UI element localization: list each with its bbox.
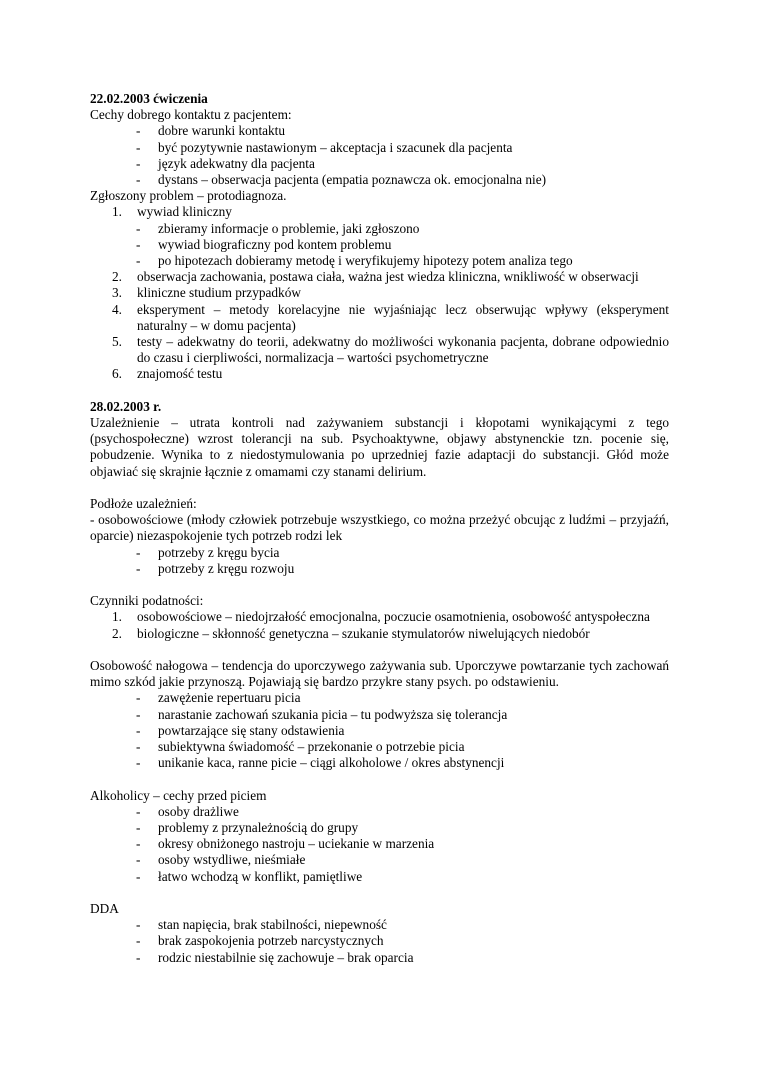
- numbered-item: [90, 609, 669, 625]
- dda-title: DDA: [90, 901, 119, 917]
- numbered-item: [90, 302, 669, 334]
- list-item: - dystans – obserwacja pacjenta (empatia poznawcza ok. emocjonalna nie): [90, 172, 669, 188]
- spacer: [90, 642, 669, 658]
- list-item: - osoby drażliwe: [90, 804, 669, 820]
- list-item: - unikanie kaca, ranne picie – ciągi alkoholowe / okres abstynencji: [90, 755, 669, 771]
- spacer: [90, 885, 669, 901]
- spacer: [90, 577, 669, 593]
- item-text: znajomość testu: [137, 366, 223, 382]
- item-number: 2.: [112, 625, 122, 641]
- item-number: 2.: [112, 269, 122, 285]
- list-item: - być pozytywnie nastawionym – akceptacja i szacunek dla pacjenta: [90, 140, 669, 156]
- item-text: wywiad kliniczny: [137, 204, 232, 220]
- list-item: - potrzeby z kręgu rozwoju: [90, 561, 669, 577]
- section-heading-2202: 22.02.2003 ćwiczenia: [90, 91, 208, 106]
- addiction-definition: Uzależnienie – utrata kontroli nad zażywaniem substancji i kłopotami wynikającymi z tego (psychospołeczne) wzrost tolerancji na sub. Psychoaktywne, objawy abstynenckie tzn. pocenie się, pobudzenie. Wynika to z niedostymulowania po uprzedniej fazie adaptacji do substancji. Głód może objawiać się skrajnie łącznie z omamami czy stanami delirium.: [90, 415, 669, 479]
- item-number: 6.: [112, 366, 122, 382]
- section-heading-2802: 28.02.2003 r.: [90, 398, 162, 414]
- alcoholics-title: Alkoholicy – cechy przed piciem: [90, 787, 267, 803]
- document-page: [90, 91, 669, 966]
- list-item: - wywiad biograficzny pod kontem problemu: [90, 237, 669, 253]
- spacer: [90, 771, 669, 787]
- list-item: - narastanie zachowań szukania picia – tu podwyższa się tolerancja: [90, 707, 669, 723]
- contact-intro: Cechy dobrego kontaktu z pacjentem:: [90, 107, 292, 123]
- numbered-item: [90, 269, 669, 285]
- numbered-item: [90, 285, 669, 301]
- item-number: 1.: [112, 204, 122, 220]
- basis-title: Podłoże uzależnień:: [90, 496, 197, 512]
- item-text: obserwacja zachowania, postawa ciała, ważna jest wiedza kliniczna, wnikliwość w obserwacji: [137, 269, 639, 285]
- list-item: - osoby wstydliwe, nieśmiałe: [90, 852, 669, 868]
- list-item: - dobre warunki kontaktu: [90, 123, 669, 139]
- item-text: eksperyment – metody korelacyjne nie wyjaśniając lecz obserwując wpływy (eksperyment naturalny – w domu pacjenta): [137, 301, 669, 333]
- numbered-item: [90, 334, 669, 366]
- list-item: - okresy obniżonego nastroju – uciekanie w marzenia: [90, 836, 669, 852]
- list-item: - rodzic niestabilnie się zachowuje – brak oparcia: [90, 950, 669, 966]
- list-item: - problemy z przynależnością do grupy: [90, 820, 669, 836]
- basis-text: - osobowościowe (młody człowiek potrzebuje wszystkiego, co można przeżyć obcując z ludźmi – przyjaźń, oparcie) niezaspokojenie tych potrzeb rodzi lek: [90, 512, 669, 544]
- item-number: 4.: [112, 301, 122, 317]
- list-item: - subiektywna świadomość – przekonanie o potrzebie picia: [90, 739, 669, 755]
- numbered-item: [90, 626, 669, 642]
- list-item: - brak zaspokojenia potrzeb narcystycznych: [90, 933, 669, 949]
- item-text: biologiczne – skłonność genetyczna – szukanie stymulatorów niwelujących niedobór: [137, 625, 590, 641]
- spacer: [90, 480, 669, 496]
- addictive-personality-text: Osobowość nałogowa – tendencja do uporczywego zażywania sub. Uporczywe powtarzanie tych zachowań mimo szkód jakie przynoszą. Pojawiają się bardzo przykre stany psych. po odstawieniu.: [90, 658, 669, 690]
- item-text: kliniczne studium przypadków: [137, 285, 301, 301]
- factors-title: Czynniki podatności:: [90, 593, 204, 609]
- list-item: - zbieramy informacje o problemie, jaki zgłoszono: [90, 221, 669, 237]
- item-number: 3.: [112, 285, 122, 301]
- numbered-item: [90, 204, 669, 269]
- list-item: - zawężenie repertuaru picia: [90, 690, 669, 706]
- list-item: - stan napięcia, brak stabilności, niepewność: [90, 917, 669, 933]
- spacer: [90, 383, 669, 399]
- item-number: 5.: [112, 334, 122, 350]
- item-text: testy – adekwatny do teorii, adekwatny do możliwości wykonania pacjenta, dobrane odpowiednio do czasu i cierpliwości, normalizacja – wartości psychometryczne: [137, 334, 669, 366]
- list-item: - język adekwatny dla pacjenta: [90, 156, 669, 172]
- item-number: 1.: [112, 609, 122, 625]
- problem-intro: Zgłoszony problem – protodiagnoza.: [90, 188, 287, 204]
- list-item: - łatwo wchodzą w konflikt, pamiętliwe: [90, 869, 669, 885]
- numbered-item: [90, 366, 669, 382]
- list-item: - powtarzające się stany odstawienia: [90, 723, 669, 739]
- list-item: - po hipotezach dobieramy metodę i weryfikujemy hipotezy potem analiza tego: [90, 253, 669, 269]
- list-item: - potrzeby z kręgu bycia: [90, 545, 669, 561]
- item-text: osobowościowe – niedojrzałość emocjonalna, poczucie osamotnienia, osobowość antyspołeczna: [137, 609, 650, 625]
